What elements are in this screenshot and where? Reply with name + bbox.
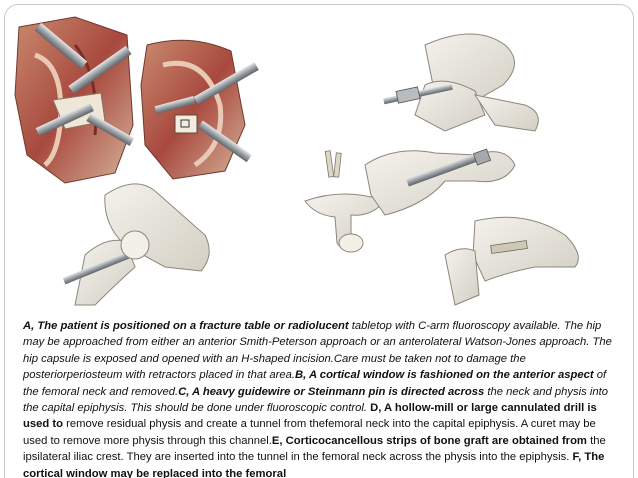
panel-f-femur-pin <box>63 184 209 305</box>
caption-part-f-bold: F, The cortical window may be replaced into the femoral <box>23 451 605 478</box>
panel-b-cortical-window <box>141 40 259 179</box>
caption-part-a-bold: A, The patient is positioned on a fracture table or radiolucent <box>23 320 349 332</box>
caption-part-d: remove residual physis and create a tunnel from thefemoral neck into the capital epiphysis. A curet may be used to remove more physis through this channel. <box>23 418 596 447</box>
caption-part-b-bold: B, A cortical window is fashioned on the anterior aspect <box>295 369 594 382</box>
caption-part-c: the neck and physis into the capital epiphysis. This should be done under fluoroscopic control. <box>23 385 609 415</box>
slide-frame <box>4 4 634 478</box>
surgical-illustration-figure <box>5 5 634 317</box>
caption-part-d-bold: D, A hollow-mill or large cannulated drill is used to <box>23 402 597 431</box>
caption-part-e-bold: E, Corticocancellous strips of bone graft are obtained from <box>271 434 587 447</box>
illustration-svg <box>5 5 634 317</box>
panel-a-surgical-exposure <box>15 17 134 183</box>
panel-bottom-right-graft-placed <box>445 217 578 305</box>
panel-d-hollow-mill <box>365 149 515 215</box>
panel-c-guidewire <box>383 34 538 131</box>
caption-part-c-bold: C, A heavy guidewire or Steinmann pin is directed across <box>178 385 485 398</box>
figure-caption <box>23 318 623 478</box>
caption-part-e: the ipsilateral iliac crest. They are inserted into the tunnel in the femoral neck across the physis into the epiphysis. <box>23 434 606 464</box>
caption-part-a: tabletop with C-arm fluoroscopy available. The hip may be approached from either an anterior Smith-Peterson approach or an anterolateral Watson-Jones approach. The hip capsule is exposed and opened with an H-shaped incision.Care must be taken not to damage the posteriorperiosteum with retractors placed in that area. <box>23 320 612 382</box>
caption-part-b: of the femoral neck and removed. <box>23 369 607 398</box>
